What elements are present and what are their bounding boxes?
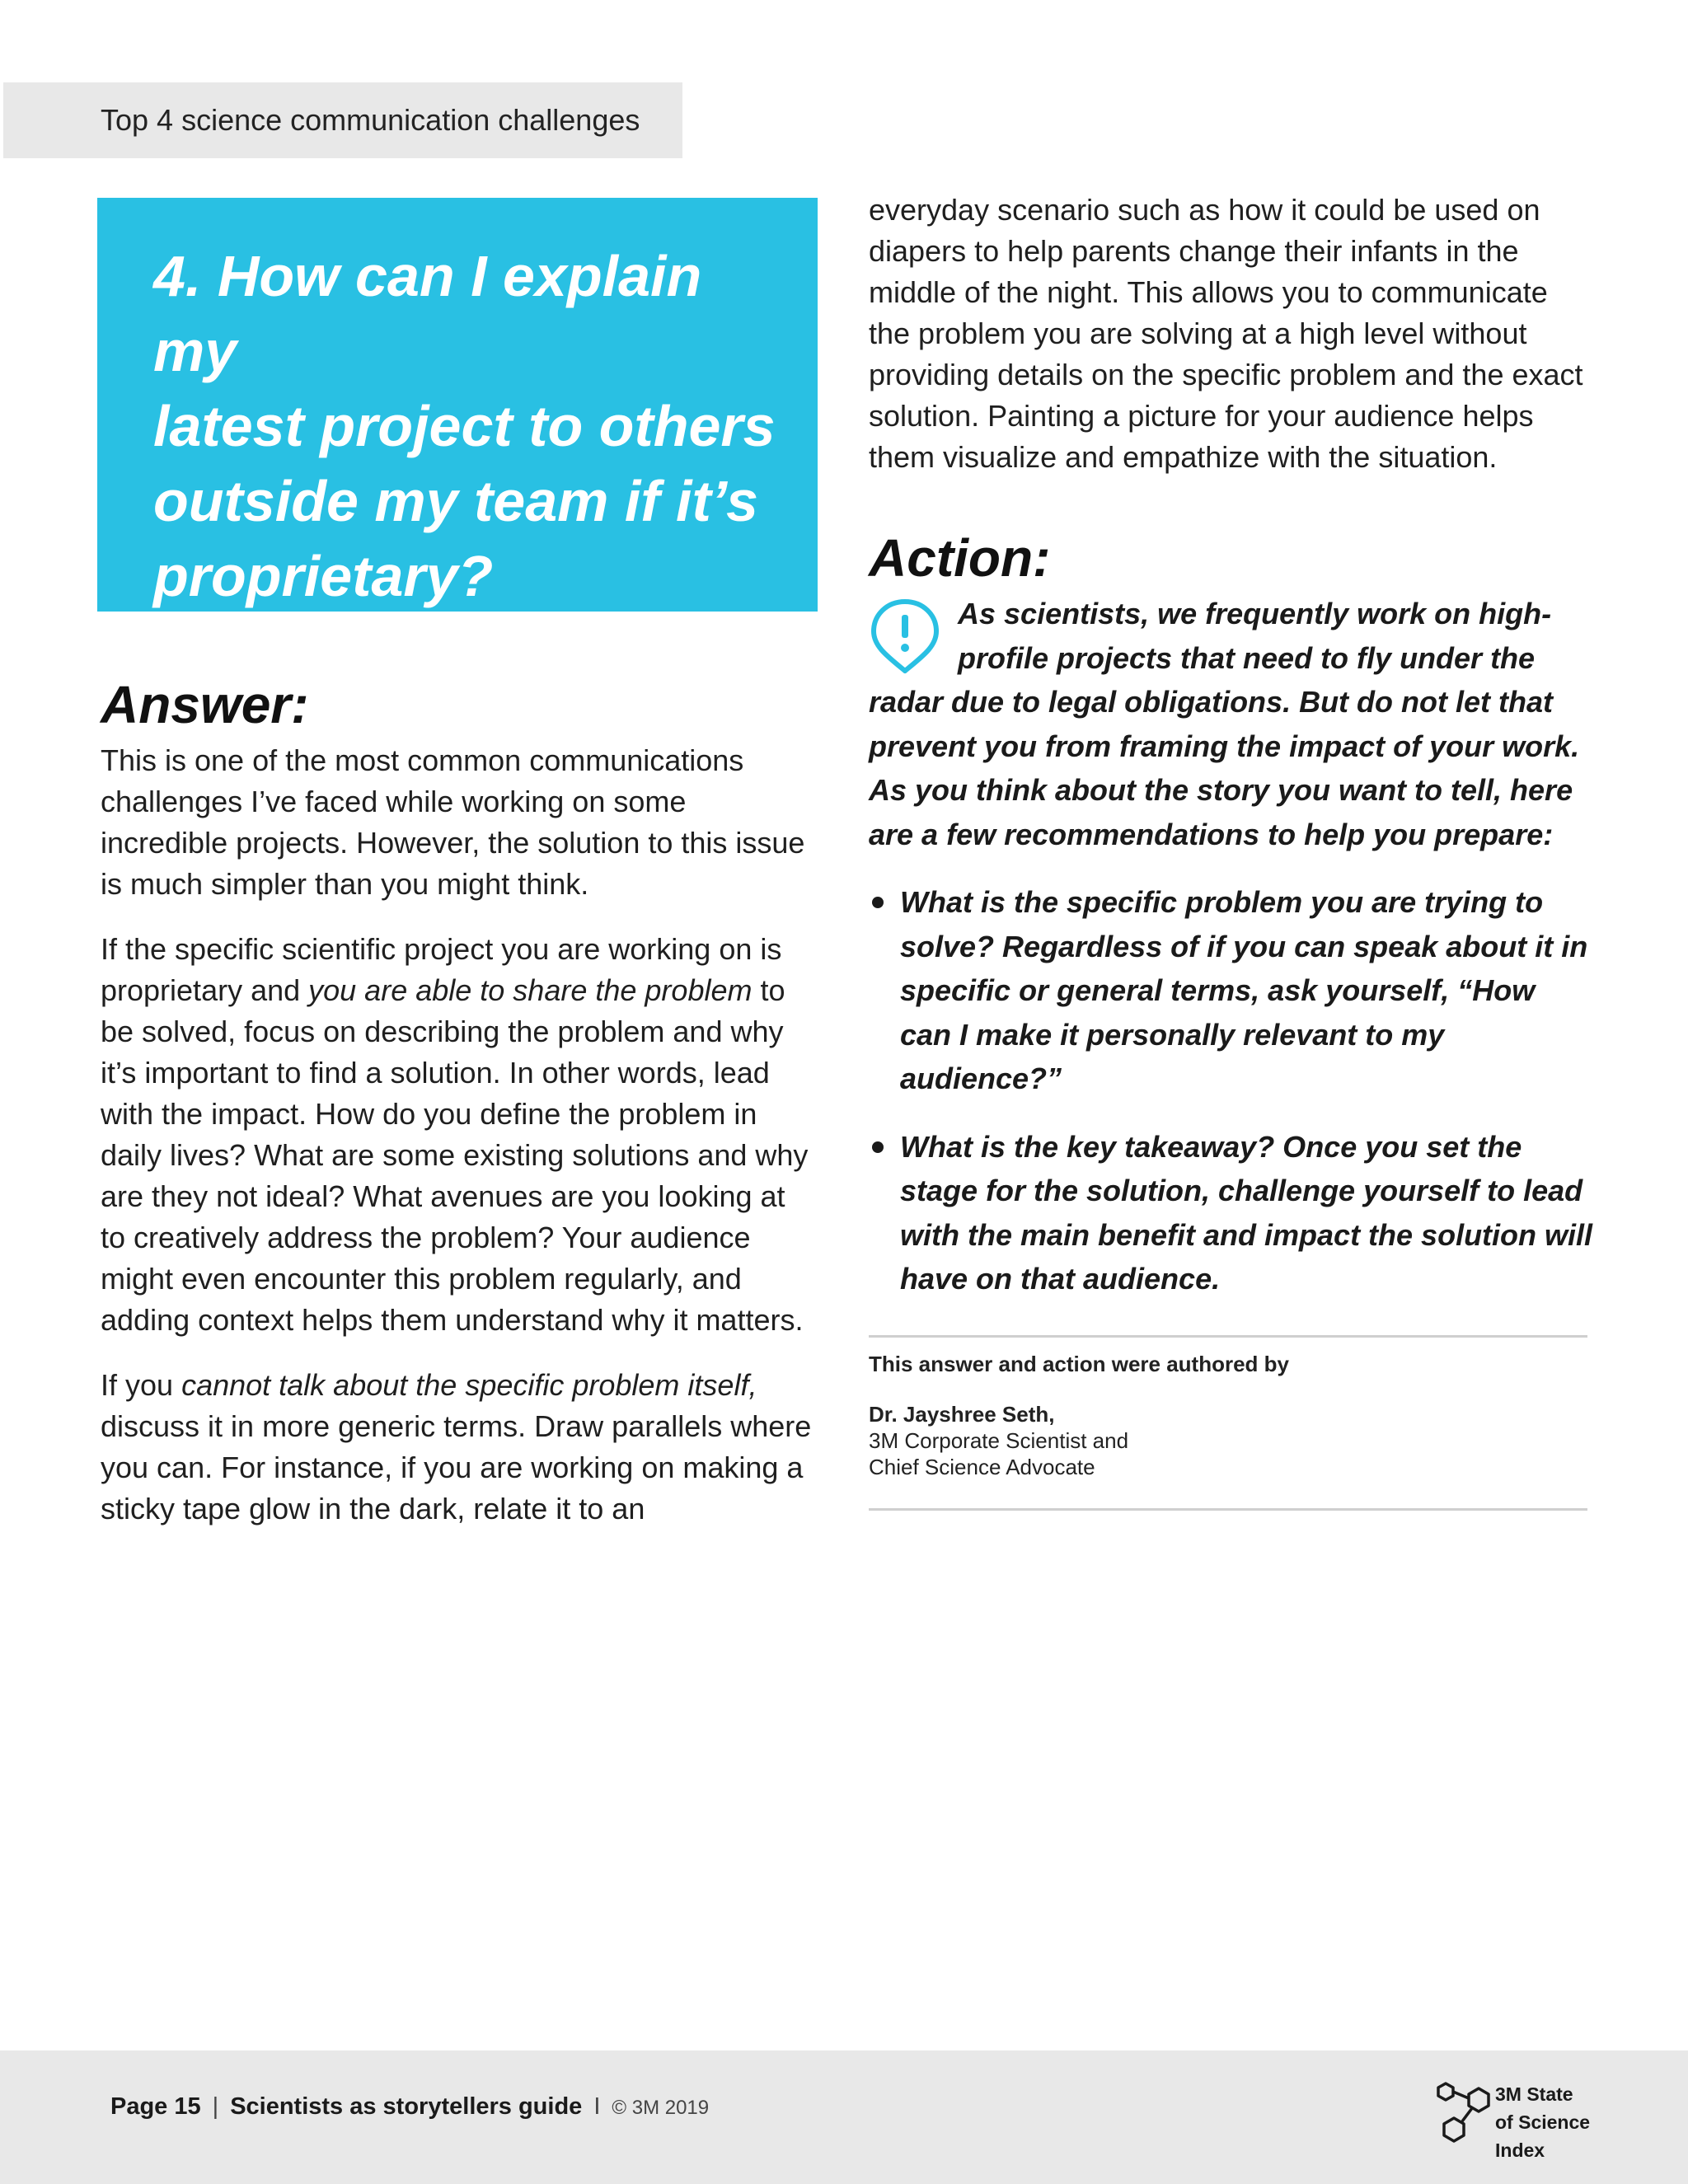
logo-text bbox=[1495, 2080, 1590, 2164]
page-footer bbox=[0, 2050, 1688, 2184]
list-item: What is the specific problem you are trying to solve? Regardless of if you can speak about it in specific or general terms, ask yourself, “How can I make it personally relevant to my audience?” bbox=[869, 880, 1594, 1101]
answer-body bbox=[101, 740, 818, 1554]
list-item: What is the key takeaway? Once you set the stage for the solution, challenge yourself to lead with the main benefit and impact the solution will have on that audience. bbox=[869, 1125, 1594, 1301]
answer-paragraph-2: If the specific scientific project you are working on is proprietary and you are able to share the problem to be solved, focus on describing the problem and why it’s important to find a solution. In other words, lead with the impact. How do you define the problem in daily lives? What are some existing solutions and why are they not ideal? What avenues are you looking at to creatively address the problem? Your audience might even encounter this problem regularly, and adding context helps them understand why it matters. bbox=[101, 932, 809, 1337]
logo-line-1: 3M State bbox=[1495, 2083, 1573, 2105]
author-title-1: 3M Corporate Scientist and bbox=[869, 1428, 1129, 1453]
author-name: Dr. Jayshree Seth, bbox=[869, 1402, 1055, 1427]
answer-paragraph-3: If you cannot talk about the specific problem itself, discuss it in more generic terms. Draw parallels where you can. For instance, if you are working on making a sticky tape glow in the dark, relate it to an bbox=[101, 1368, 812, 1526]
author-block bbox=[869, 1401, 1128, 1480]
copyright: © 3M 2019 bbox=[612, 2097, 710, 2119]
action-heading: Action: bbox=[869, 528, 1051, 588]
answer-continuation: everyday scenario such as how it could be used on diapers to help parents change their infants in the middle of the night. This allows you to communicate the problem you are solving at a high level without providing details on the specific problem and the exact solution. Painting a picture for your audience helps them visualize and empathize with the situation. bbox=[869, 193, 1583, 474]
section-tab-label: Top 4 science communication challenges bbox=[101, 103, 640, 137]
logo-line-3: Index bbox=[1495, 2139, 1545, 2161]
question-callout bbox=[97, 198, 818, 612]
section-tab bbox=[3, 82, 682, 158]
answer-paragraph-3-emphasis: cannot talk about the specific problem itself, bbox=[181, 1368, 757, 1402]
question-line-4: proprietary? bbox=[153, 544, 494, 608]
footer-divider: | bbox=[212, 2093, 219, 2120]
question-line-2: latest project to others bbox=[153, 394, 776, 458]
divider bbox=[869, 1335, 1587, 1338]
action-body bbox=[869, 592, 1594, 1325]
answer-heading: Answer: bbox=[101, 675, 309, 734]
answer-paragraph-2-emphasis: you are able to share the problem bbox=[308, 973, 753, 1007]
page-number: Page 15 bbox=[110, 2093, 201, 2120]
divider bbox=[869, 1508, 1587, 1511]
author-title-2: Chief Science Advocate bbox=[869, 1455, 1095, 1479]
answer-paragraph-1: This is one of the most common communications challenges I’ve faced while working on some incredible projects. However, the solution to this issue is much simpler than you might think. bbox=[101, 743, 805, 901]
guide-title: Scientists as storytellers guide bbox=[230, 2093, 583, 2120]
action-intro: As scientists, we frequently work on high-profile projects that need to fly under the radar due to legal obligations. But do not let that prevent you from framing the impact of your work. As you think about the story you want to tell, here are a few recommendations to help you prepare: bbox=[869, 597, 1580, 851]
credit-label: This answer and action were authored by bbox=[869, 1352, 1290, 1376]
alert-pin-icon bbox=[869, 597, 941, 676]
question-line-1: 4. How can I explain my bbox=[153, 244, 702, 383]
action-list bbox=[869, 880, 1594, 1301]
molecule-logo-icon bbox=[1436, 2080, 1495, 2146]
footer-line bbox=[110, 2093, 709, 2121]
logo-line-2: of Science bbox=[1495, 2111, 1591, 2133]
question-line-3: outside my team if it’s bbox=[153, 469, 758, 533]
footer-divider-2: I bbox=[593, 2093, 601, 2120]
